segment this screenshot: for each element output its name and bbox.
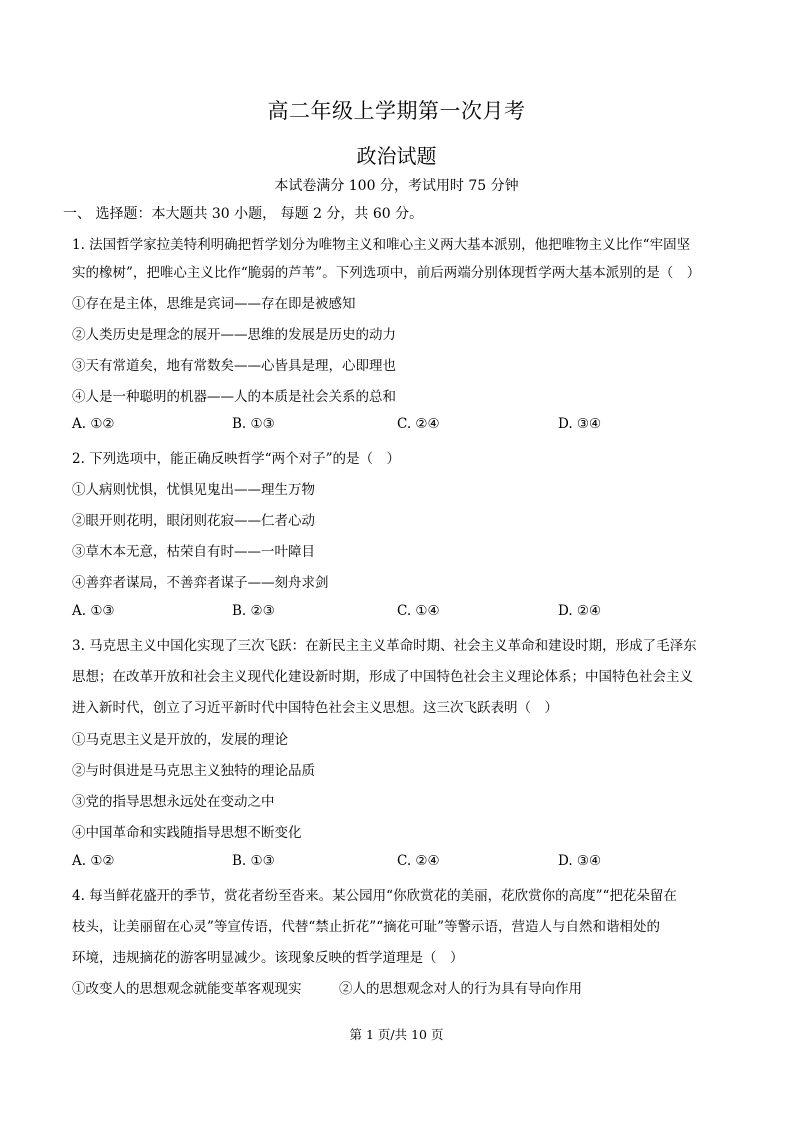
q1-option-d: D. ③④ <box>558 416 602 432</box>
q1-option-b: B. ①③ <box>232 416 275 432</box>
q3-option-b: B. ①③ <box>232 853 275 869</box>
q3-option-a: A. ①② <box>72 853 115 869</box>
q4-stem-line1: 4. 每当鲜花盛开的季节，赏花者纷至沓来。某公园用“你欣赏花的美丽，花欣赏你的高度”“把花朵留在 <box>72 888 677 904</box>
q2-option-d: D. ②④ <box>558 603 602 619</box>
q1-statement-3: ③天有常道矣，地有常数矣——心皆具是理，心即理也 <box>72 358 396 374</box>
q1-stem-line1: 1. 法国哲学家拉美特利明确把哲学划分为唯物主义和唯心主义两大基本派别，他把唯物主义比作“牢固坚 <box>72 237 691 253</box>
q3-statement-1: ①马克思主义是开放的，发展的理论 <box>72 732 288 748</box>
exam-title: 高二年级上学期第一次月考 <box>267 99 526 123</box>
q1-option-c: C. ②④ <box>397 416 440 432</box>
q2-statement-1: ①人病则忧惧，忧惧见鬼出——理生万物 <box>72 482 315 498</box>
q2-stem: 2. 下列选项中，能正确反映哲学“两个对子”的是（ ） <box>72 451 400 467</box>
q2-statement-3: ③草木本无意，枯荣自有时——一叶障目 <box>72 544 315 560</box>
q3-stem-line2: 思想；在改革开放和社会主义现代化建设新时期，形成了中国特色社会主义理论体系；中国特色社会主义 <box>72 669 693 685</box>
q3-option-d: D. ③④ <box>558 853 602 869</box>
q1-statement-4: ④人是一种聪明的机器——人的本质是社会关系的总和 <box>72 389 396 405</box>
q3-stem-line3: 进入新时代，创立了习近平新时代中国特色社会主义思想。这三次飞跃表明（ ） <box>72 700 558 716</box>
section-heading: 一、 选择题：本大题共 30 小题， 每题 2 分，共 60 分。 <box>63 206 424 222</box>
q4-stem-line3: 环境，违规摘花的游客明显减少。该现象反映的哲学道理是（ ） <box>72 950 464 966</box>
q2-option-c: C. ①④ <box>397 603 440 619</box>
q2-statement-4: ④善弈者谋局，不善弈者谋子——刻舟求剑 <box>72 575 329 591</box>
q2-statement-2: ②眼开则花明，眼闭则花寂——仁者心动 <box>72 513 315 529</box>
q2-option-a: A. ①③ <box>72 603 115 619</box>
q4-statement-1: ①改变人的思想观念就能变革客观现实 <box>72 981 302 997</box>
exam-subject: 政治试题 <box>356 144 437 168</box>
q3-statement-4: ④中国革命和实践随指导思想不断变化 <box>72 825 302 841</box>
q3-option-c: C. ②④ <box>397 853 440 869</box>
page-number: 第 1 页/共 10 页 <box>349 1027 444 1042</box>
q1-statement-2: ②人类历史是理念的展开——思维的发展是历史的动力 <box>72 327 396 343</box>
exam-info: 本试卷满分 100 分，考试用时 75 分钟 <box>274 178 519 194</box>
q1-stem-line2: 实的橡树”，把唯心主义比作“脆弱的芦苇”。下列选项中，前后两端分别体现哲学两大基本派别的是（ ） <box>72 265 701 281</box>
q4-statement-2: ②人的思想观念对人的行为具有导向作用 <box>339 981 582 997</box>
q3-statement-3: ③党的指导思想永远处在变动之中 <box>72 794 275 810</box>
q3-statement-2: ②与时俱进是马克思主义独特的理论品质 <box>72 763 315 779</box>
q4-stem-line2: 枝头，让美丽留在心灵”等宣传语，代替“禁止折花”“摘花可耻”等警示语，营造人与自然和谐相处的 <box>72 919 661 935</box>
q1-statement-1: ①存在是主体，思维是宾词——存在即是被感知 <box>72 296 356 312</box>
q2-option-b: B. ②③ <box>232 603 275 619</box>
q1-option-a: A. ①② <box>72 416 115 432</box>
q3-stem-line1: 3. 马克思主义中国化实现了三次飞跃：在新民主主义革命时期、社会主义革命和建设时期，形成了毛泽东 <box>72 638 697 654</box>
